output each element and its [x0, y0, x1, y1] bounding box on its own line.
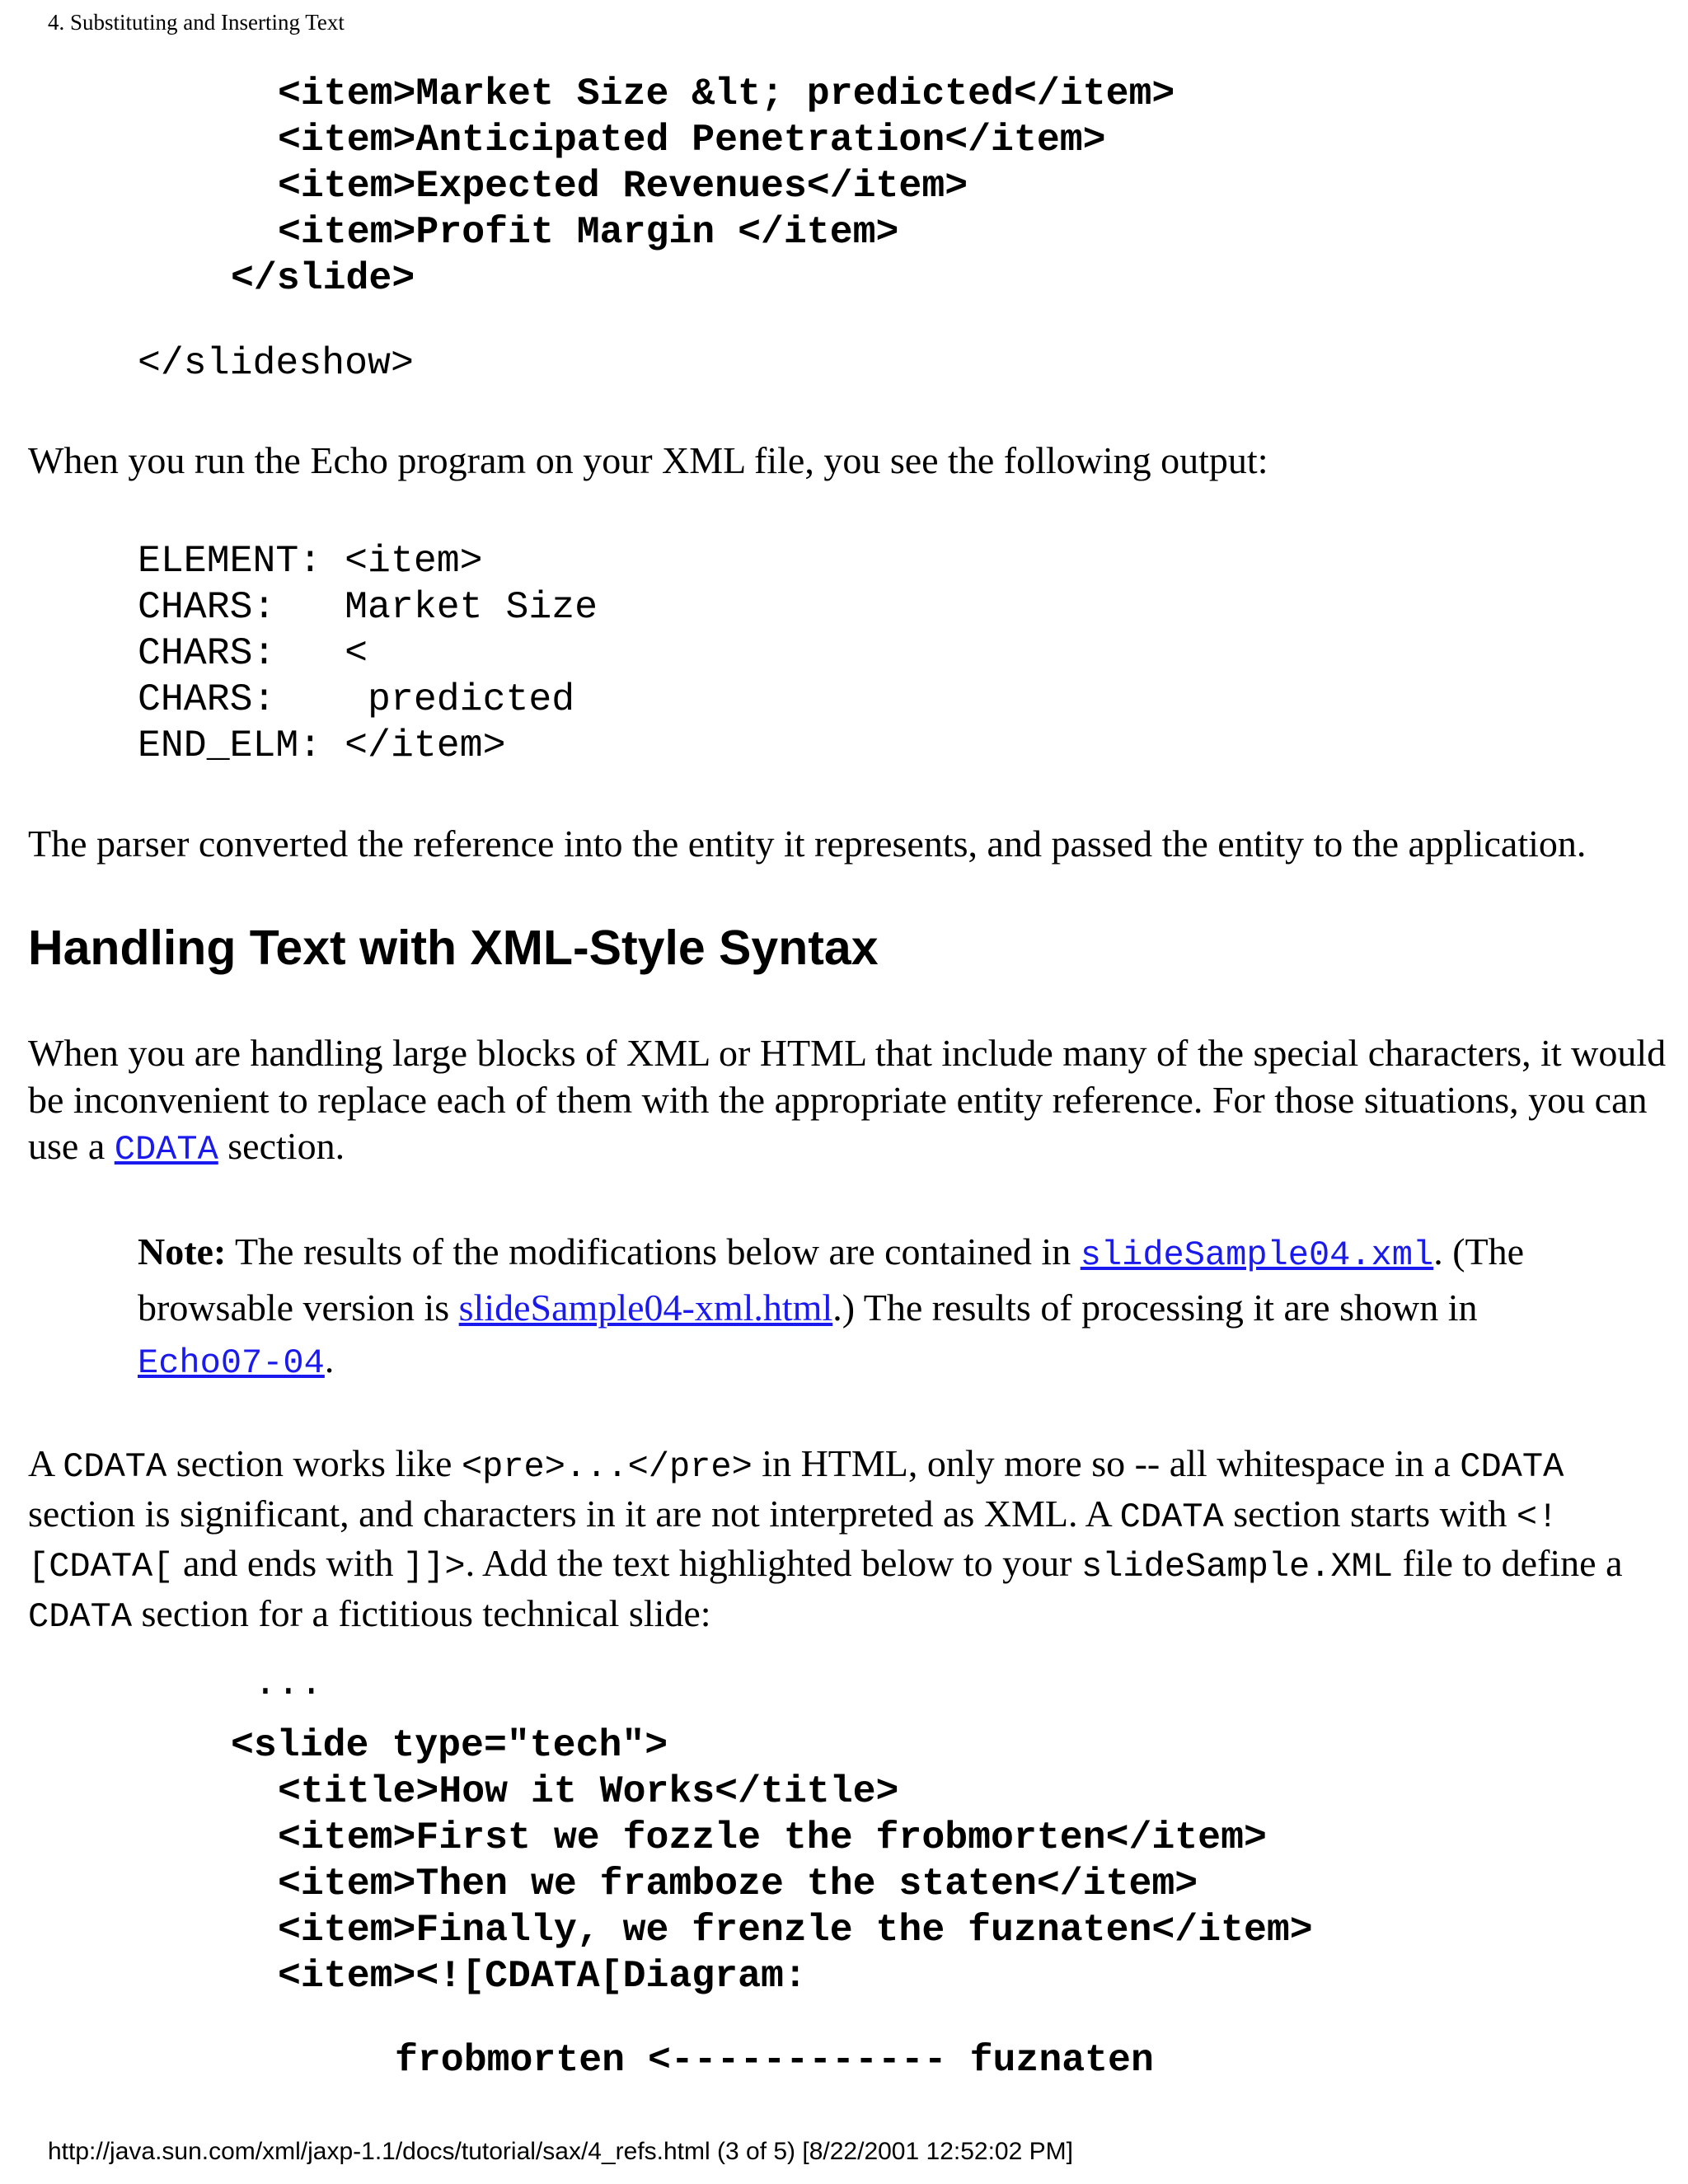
paragraph-echo-intro: When you run the Echo program on your XML file, you see the following output: — [28, 439, 1268, 481]
code-line: </slide> — [231, 256, 415, 300]
paragraph-parser: The parser converted the reference into the entity it represents, and passed the entity to the application. — [28, 823, 1587, 865]
note-block: Note: The results of the modifications below are contained in slideSample04.xml. (The browsable version is slideSample04-xml.html.) The results of processing it are shown in Echo07-04. — [138, 1230, 1525, 1383]
output-line: CHARS: < — [138, 631, 368, 675]
slidesample04-xml-link[interactable]: slideSample04.xml — [1080, 1235, 1434, 1275]
slidesample04-xml-html-link[interactable]: slideSample04-xml.html — [458, 1286, 833, 1329]
code-line: <item>Market Size &lt; predicted</item> — [278, 72, 1175, 115]
code-line: <item>Finally, we frenzle the fuznaten</item> — [278, 1908, 1313, 1952]
code-diagram-line: frobmorten <------------ fuznaten — [395, 2038, 1154, 2082]
code-line: </slideshow> — [138, 341, 414, 385]
paragraph-cdata-intro: When you are handling large blocks of XML or HTML that include many of the special characters, it would be inconvenient to replace each of them with the appropriate entity reference. For those situations, you can use a CDATA section. — [28, 1032, 1667, 1169]
output-line: CHARS: predicted — [138, 677, 575, 721]
note-label: Note: — [138, 1230, 227, 1272]
code-line: <item>First we fozzle the frobmorten</item> — [278, 1816, 1267, 1859]
code-ellipsis: ... — [254, 1661, 323, 1705]
section-heading: Handling Text with XML-Style Syntax — [28, 921, 879, 975]
code-line: <item><![CDATA[Diagram: — [278, 1954, 807, 1998]
code-line: <item>Then we framboze the staten</item> — [278, 1862, 1198, 1905]
echo07-04-link[interactable]: Echo07-04 — [138, 1343, 325, 1383]
running-head: 4. Substituting and Inserting Text — [48, 10, 345, 35]
page-footer-url: http://java.sun.com/xml/jaxp-1.1/docs/tutorial/sax/4_refs.html (3 of 5) [8/22/2001 12:52:02 PM] — [48, 2138, 1073, 2165]
output-line: ELEMENT: <item> — [138, 539, 483, 583]
output-line: END_ELM: </item> — [138, 724, 506, 767]
code-line: <item>Profit Margin </item> — [278, 210, 899, 254]
cdata-link[interactable]: CDATA — [114, 1130, 218, 1169]
code-line: <item>Anticipated Penetration</item> — [278, 118, 1106, 162]
paragraph-cdata-works: A CDATA section works like <pre>...</pre> in HTML, only more so -- all whitespace in a CDATA section is significant, and characters in it are not interpreted as XML. A CDATA section starts with <![CDATA[ and ends with ]]>. Add the text highlighted below to your slideSample.XML file to define a CDATA section for a fictitious technical slide: — [28, 1442, 1623, 1637]
code-line: <title>How it Works</title> — [278, 1769, 899, 1813]
output-line: CHARS: Market Size — [138, 585, 598, 629]
code-line: <slide type="tech"> — [231, 1723, 668, 1767]
code-line: <item>Expected Revenues</item> — [278, 164, 968, 208]
